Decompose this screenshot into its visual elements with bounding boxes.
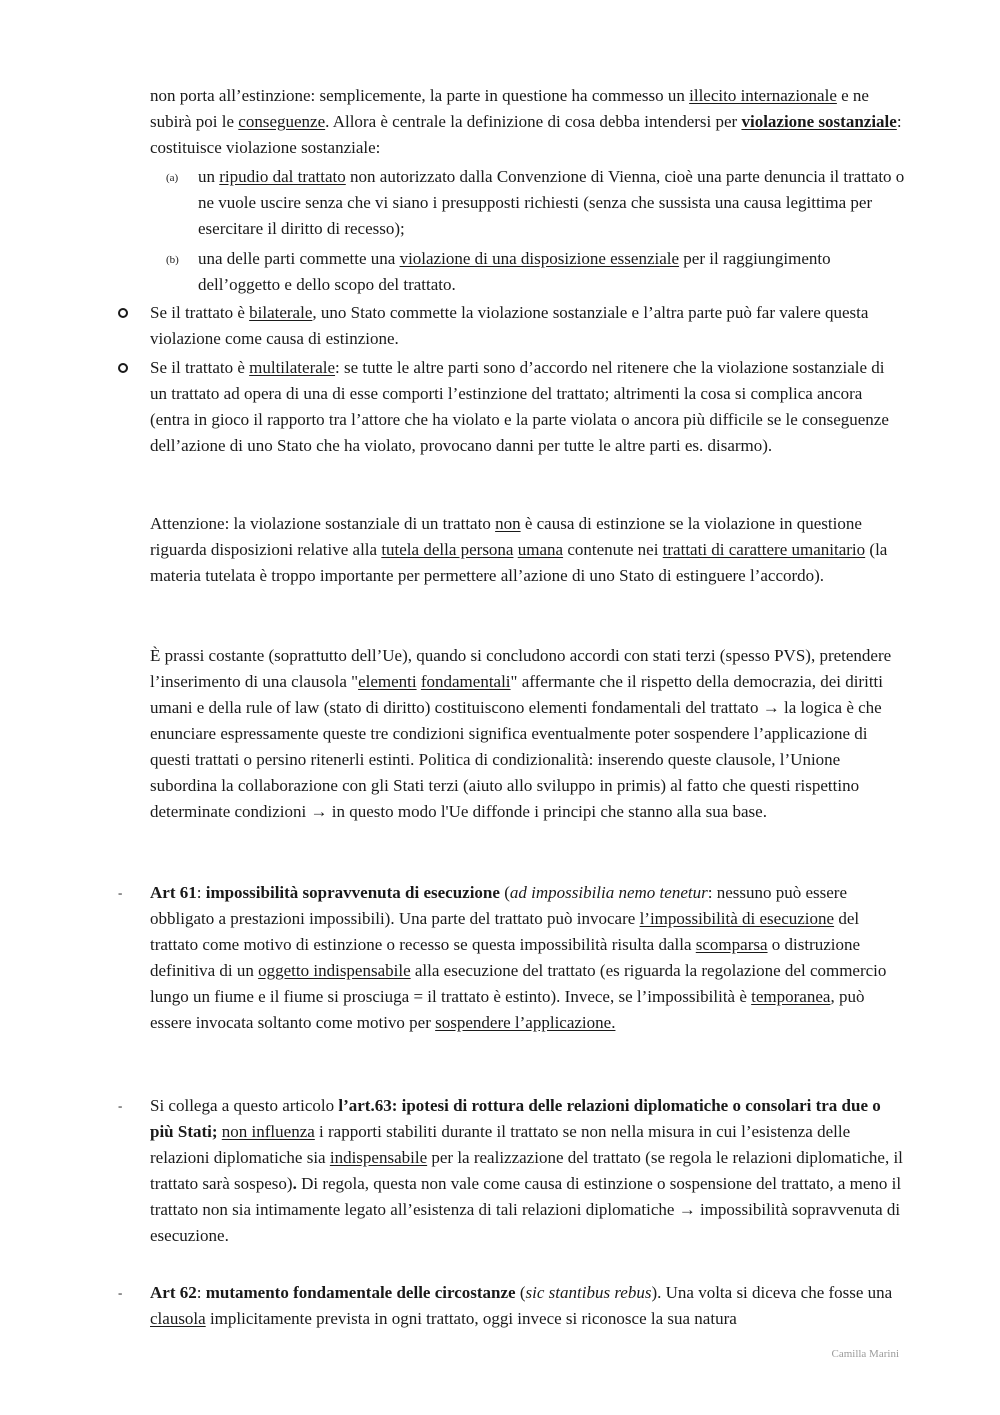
list-marker: (b) bbox=[166, 254, 179, 266]
text-run: definitiva di un bbox=[150, 961, 259, 980]
underlined-term: l’impossibilità di esecuzione bbox=[639, 909, 835, 928]
circle-list bbox=[150, 300, 905, 352]
bold-underlined-term: violazione sostanziale bbox=[741, 112, 897, 131]
text-run: non porta all’estinzione: semplicemente, la parte in questione ha commesso un bbox=[150, 86, 690, 105]
dash-marker: - bbox=[118, 1285, 123, 1300]
text-run: ( bbox=[515, 1283, 526, 1302]
sub-list bbox=[150, 246, 905, 298]
text-run: per il raggiungimento dell’oggetto e dello scopo del trattato. bbox=[198, 249, 831, 294]
text-run: o distruzione bbox=[767, 935, 861, 954]
underlined-term: indispensabile bbox=[329, 1148, 428, 1167]
list-item-b bbox=[150, 246, 905, 298]
underlined-term: multilaterale bbox=[249, 358, 336, 377]
dash-marker: - bbox=[118, 885, 123, 900]
underlined-term: tutela della persona bbox=[381, 540, 514, 559]
underlined-term: violazione di una disposizione essenziale bbox=[399, 249, 680, 268]
dash-list bbox=[118, 1280, 905, 1332]
underlined-term: umana bbox=[517, 540, 564, 559]
list-item-text bbox=[150, 300, 905, 352]
text-run: una delle parti commette una bbox=[198, 249, 400, 268]
circle-list bbox=[150, 355, 905, 459]
paragraph-violazione-sostanziale bbox=[150, 83, 905, 161]
list-item-text bbox=[150, 1280, 905, 1332]
text-run: : bbox=[196, 883, 206, 902]
article-title: l’art.63: ipotesi di rottura delle relazioni diplomatiche o consolari tra due o più Stati; bbox=[150, 1096, 881, 1141]
list-item-text bbox=[198, 246, 905, 298]
text-run: i rapporti stabiliti durante il trattato se non nella misura in cui l’esistenza delle relazioni diplomatiche sia bbox=[150, 1122, 851, 1167]
list-item-text bbox=[150, 1093, 905, 1249]
text-run: ). Una volta si diceva che fosse una bbox=[651, 1283, 893, 1302]
underlined-term: clausola bbox=[150, 1309, 206, 1328]
paragraph-text bbox=[150, 511, 905, 589]
text-run: del trattato come motivo di estinzione o recesso se questa impossibilità risulta dalla bbox=[150, 909, 860, 954]
underlined-term: illecito internazionale bbox=[689, 86, 837, 105]
text-run: : se tutte le altre parti sono d’accordo nel ritenere che la violazione sostanziale di un trattato ad opera di una di esse comporti l’estinzione del trattato; altrimenti la cosa si complica ancora (entra in gioco il rapporto tra l’attore che ha violato e la parte violata o ancora più difficile se le conseguenze dell’azione di uno Stato che ha violato, provocano danni per tutte le altre parti es. disarmo). bbox=[150, 358, 889, 455]
latin-maxim: ad impossibilia nemo tenetur bbox=[509, 883, 708, 902]
article-title: mutamento fondamentale delle circostanze bbox=[205, 1283, 516, 1302]
list-item-text bbox=[150, 880, 905, 1036]
underlined-term: temporanea bbox=[751, 987, 831, 1006]
page-footer-author: Camilla Marini bbox=[831, 1348, 899, 1360]
text-run: un bbox=[198, 167, 220, 186]
paragraph-attenzione bbox=[150, 511, 905, 589]
article-number: Art 62 bbox=[150, 1283, 197, 1302]
list-item-art-61 bbox=[118, 880, 905, 1036]
text-run: Si collega a questo articolo bbox=[150, 1096, 339, 1115]
text-run: (la materia tutelata è troppo importante per permettere all’azione di uno Stato di estinguere l’accordo). bbox=[150, 540, 888, 585]
article-number: Art 61 bbox=[150, 883, 197, 902]
underlined-term: sospendere l’applicazione. bbox=[435, 1013, 616, 1032]
circle-bullet-icon bbox=[118, 363, 128, 373]
underlined-term: trattati di carattere umanitario bbox=[662, 540, 866, 559]
underlined-term: non influenza bbox=[221, 1122, 315, 1141]
text-run: è causa di estinzione se la violazione in questione riguarda disposizioni relative alla bbox=[150, 514, 862, 559]
text-run: . Allora è centrale la definizione di cosa debba intendersi per bbox=[325, 112, 742, 131]
dash-list bbox=[118, 880, 905, 1036]
paragraph-prassi bbox=[150, 643, 905, 825]
text-run: implicitamente prevista in ogni trattato, oggi invece si riconosce la sua natura bbox=[205, 1309, 737, 1328]
underlined-term: elementi bbox=[358, 672, 417, 691]
underlined-term: bilaterale bbox=[249, 303, 313, 322]
underlined-term: non bbox=[495, 514, 521, 533]
text-run: Se il trattato è bbox=[150, 358, 250, 377]
text-run: Attenzione: la violazione sostanziale di un trattato bbox=[150, 514, 496, 533]
text-run: È prassi costante (soprattutto dell’Ue), quando si concludono accordi con stati terzi (spesso PVS), pretendere l’inserimento di una clausola " bbox=[150, 646, 892, 691]
underlined-term: oggetto indispensabile bbox=[258, 961, 411, 980]
text-run: non autorizzato dalla Convenzione di Vienna, cioè una parte denuncia il trattato o ne vuole uscire senza che vi siano i presupposti richiesti (senza che sussista una causa legittima per esercitare il diritto di recesso); bbox=[198, 167, 905, 238]
underlined-term: fondamentali bbox=[420, 672, 511, 691]
text-run: : costituisce violazione sostanziale: bbox=[150, 112, 902, 157]
text-run: Se il trattato è bbox=[150, 303, 250, 322]
text-run: : nessuno può essere obbligato a prestazioni impossibili). Una parte del trattato può invocare bbox=[150, 883, 847, 928]
list-marker: (a) bbox=[166, 172, 179, 184]
list-item-bilaterale bbox=[124, 300, 905, 352]
circle-bullet-icon bbox=[118, 308, 128, 318]
list-item-art-62 bbox=[118, 1280, 905, 1332]
text-run: e ne subirà poi le bbox=[150, 86, 869, 131]
sub-list bbox=[150, 164, 905, 242]
text-run: , può essere invocata soltanto come motivo per bbox=[150, 987, 865, 1032]
text-run: contenute nei bbox=[563, 540, 663, 559]
list-item-text bbox=[198, 164, 905, 242]
underlined-term: conseguenze bbox=[238, 112, 326, 131]
latin-maxim: sic stantibus rebus bbox=[525, 1283, 652, 1302]
bold-period: . bbox=[292, 1174, 297, 1193]
text-run: per la realizzazione del trattato (se regola le relazioni diplomatiche, il trattato sarà sospeso) bbox=[150, 1148, 903, 1193]
paragraph-text bbox=[150, 83, 905, 161]
underlined-term: scomparsa bbox=[695, 935, 768, 954]
text-run: ( bbox=[499, 883, 510, 902]
underlined-term: ripudio dal trattato bbox=[219, 167, 346, 186]
text-run: alla esecuzione del trattato (es riguarda la regolazione del commercio lungo un fiume e il fiume si prosciuga = il trattato è estinto). Invece, se l’impossibilità è bbox=[150, 961, 887, 1006]
list-item-art-63 bbox=[118, 1093, 905, 1249]
list-item-text bbox=[150, 355, 905, 459]
text-run: , uno Stato commette la violazione sostanziale e l’altra parte può far valere questa violazione come causa di estinzione. bbox=[150, 303, 869, 348]
text-run: Di regola, questa non vale come causa di estinzione o sospensione del trattato, a meno il trattato non sia intimamente legato all’esistenza di tali relazioni diplomatiche → impossibilità sopravvenuta di esecuzione. bbox=[150, 1174, 902, 1245]
dash-marker: - bbox=[118, 1098, 123, 1113]
list-item-multilaterale bbox=[124, 355, 905, 459]
dash-list bbox=[118, 1093, 905, 1249]
paragraph-text bbox=[150, 643, 905, 825]
text-run: : bbox=[196, 1283, 206, 1302]
article-title: impossibilità sopravvenuta di esecuzione bbox=[205, 883, 500, 902]
text-run: " affermante che il rispetto della democrazia, dei diritti umani e della rule of law (stato di diritto) costituiscono elementi fondamentali del trattato → la logica è che enunciare espressamente queste tre condizioni significa eventualmente poter sospendere l’applicazione di questi trattati o persino ritenerli estinti. Politica di condizionalità: inserendo queste clausole, l’Unione subordina la collaborazione con gli Stati terzi (aiuto allo sviluppo in primis) al fatto che questi rispettino determinate condizioni → in questo modo l'Ue diffonde i principi che stanno alla sua base. bbox=[150, 672, 883, 821]
list-item-a bbox=[150, 164, 905, 242]
